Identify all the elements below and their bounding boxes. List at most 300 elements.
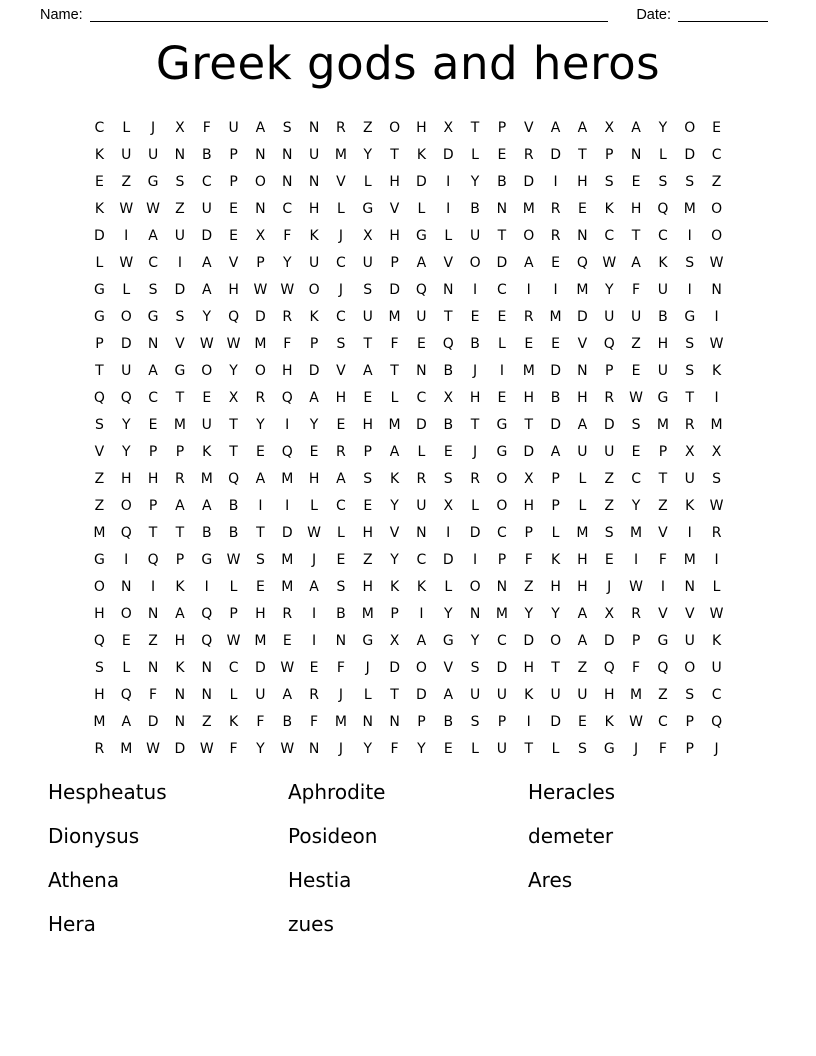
grid-letter: H	[416, 119, 427, 136]
grid-letter: W	[709, 254, 724, 271]
word-list-column	[288, 780, 528, 956]
grid-letter: L	[417, 200, 426, 217]
header	[0, 0, 816, 24]
grid-letter: N	[201, 686, 212, 703]
grid-letter: U	[121, 362, 132, 379]
grid-letter: F	[390, 335, 399, 352]
grid-letter: C	[604, 227, 615, 244]
word-list-item: Hespheatus	[48, 780, 167, 804]
grid-letter: S	[685, 254, 695, 271]
grid-letter: S	[604, 524, 614, 541]
grid-letter: U	[255, 686, 266, 703]
grid-letter: T	[175, 524, 185, 541]
grid-letter: I	[634, 551, 639, 568]
grid-letter: Z	[658, 497, 668, 514]
grid-letter: S	[363, 281, 373, 298]
grid-letter: X	[443, 389, 454, 406]
grid-letter: P	[148, 443, 158, 460]
grid-letter: S	[282, 119, 292, 136]
grid-letter: N	[147, 659, 159, 676]
grid-letter: N	[496, 200, 508, 217]
grid-letter: S	[363, 470, 373, 487]
grid-letter: L	[310, 497, 318, 514]
grid-letter: S	[470, 713, 480, 730]
grid-letter: Q	[120, 389, 132, 406]
grid-letter: E	[443, 443, 453, 460]
grid-letter: J	[473, 443, 478, 460]
grid-letter: D	[308, 362, 320, 379]
grid-letter: H	[550, 578, 561, 595]
grid-letter: V	[443, 659, 454, 676]
grid-letter: H	[120, 470, 132, 487]
grid-letter: S	[685, 335, 695, 352]
grid-letter: N	[416, 524, 427, 541]
grid-letter: M	[334, 713, 347, 730]
grid-letter: R	[631, 605, 641, 622]
grid-letter: U	[496, 740, 508, 757]
grid-letter: L	[578, 497, 587, 514]
word-list-item: zues	[288, 912, 334, 936]
grid-letter: G	[147, 308, 159, 325]
grid-letter: Y	[363, 146, 373, 163]
grid-letter: P	[95, 335, 104, 352]
grid-letter: J	[714, 740, 719, 757]
grid-letter: M	[173, 416, 186, 433]
grid-letter: Z	[604, 497, 615, 514]
name-blank-line	[90, 8, 609, 22]
grid-letter: Q	[576, 254, 588, 271]
grid-letter: I	[660, 578, 665, 595]
grid-letter: Q	[228, 470, 240, 487]
grid-letter: R	[336, 443, 346, 460]
grid-letter: K	[416, 578, 426, 595]
grid-letter: Z	[201, 713, 212, 730]
grid-letter: Q	[281, 443, 293, 460]
grid-letter: N	[121, 578, 132, 595]
grid-letter: D	[550, 416, 561, 433]
grid-letter: K	[550, 551, 561, 568]
grid-letter: Y	[390, 551, 399, 568]
grid-letter: C	[201, 173, 212, 190]
grid-letter: Y	[309, 416, 319, 433]
grid-letter: I	[714, 389, 719, 406]
grid-letter: L	[551, 740, 560, 757]
grid-letter: E	[363, 389, 373, 406]
grid-letter: F	[229, 740, 238, 757]
grid-letter: R	[604, 389, 615, 406]
grid-letter: K	[228, 713, 239, 730]
word-list-item: Athena	[48, 868, 120, 892]
grid-letter: O	[711, 200, 723, 217]
grid-letter: M	[576, 524, 589, 541]
grid-letter: L	[363, 173, 372, 190]
grid-letter: W	[629, 578, 643, 595]
grid-letter: K	[389, 578, 400, 595]
grid-letter: R	[282, 605, 293, 622]
grid-letter: K	[202, 443, 212, 460]
grid-letter: A	[201, 281, 212, 298]
grid-letter: K	[604, 713, 614, 730]
grid-letter: J	[607, 578, 612, 595]
grid-letter: B	[282, 713, 293, 730]
grid-letter: U	[228, 119, 239, 136]
grid-letter: I	[473, 551, 478, 568]
grid-letter: P	[229, 146, 238, 163]
grid-letter: A	[631, 254, 641, 271]
grid-letter: R	[282, 308, 293, 325]
grid-letter: M	[281, 578, 294, 595]
grid-letter: M	[683, 551, 696, 568]
grid-letter: I	[151, 578, 156, 595]
grid-letter: E	[577, 200, 587, 217]
grid-letter: X	[389, 632, 400, 649]
grid-letter: T	[524, 416, 534, 433]
grid-letter: P	[685, 713, 694, 730]
grid-letter: E	[282, 632, 292, 649]
grid-letter: E	[631, 173, 641, 190]
grid-letter: H	[603, 686, 615, 703]
grid-letter: T	[578, 146, 587, 163]
grid-letter: Y	[282, 254, 292, 271]
date-label: Date:	[636, 7, 671, 23]
grid-letter: F	[283, 335, 292, 352]
grid-letter: X	[684, 443, 695, 460]
grid-letter: D	[174, 281, 186, 298]
grid-letter: Q	[657, 659, 669, 676]
grid-letter: B	[228, 497, 239, 514]
grid-letter: U	[496, 686, 508, 703]
grid-letter: D	[550, 362, 561, 379]
grid-letter: L	[390, 389, 399, 406]
grid-letter: P	[658, 443, 668, 460]
grid-letter: T	[229, 443, 238, 460]
grid-letter: D	[416, 686, 427, 703]
grid-letter: G	[496, 443, 508, 460]
grid-letter: X	[604, 605, 615, 622]
grid-letter: G	[93, 551, 105, 568]
grid-letter: M	[656, 416, 669, 433]
grid-letter: P	[524, 524, 533, 541]
grid-letter: C	[336, 497, 346, 514]
grid-letter: D	[174, 740, 186, 757]
grid-letter: Q	[281, 389, 293, 406]
grid-letter: C	[631, 470, 641, 487]
grid-letter: E	[148, 416, 158, 433]
grid-letter: D	[120, 335, 132, 352]
grid-letter: E	[470, 308, 480, 325]
grid-letter: G	[442, 632, 454, 649]
grid-letter: J	[338, 740, 343, 757]
grid-letter: M	[710, 416, 723, 433]
grid-letter: M	[334, 146, 347, 163]
word-list-item: Posideon	[288, 824, 378, 848]
grid-letter: K	[175, 578, 185, 595]
grid-letter: U	[201, 416, 212, 433]
grid-letter: N	[255, 200, 266, 217]
grid-letter: K	[416, 146, 426, 163]
grid-letter: B	[443, 362, 454, 379]
grid-letter: R	[255, 389, 266, 406]
grid-letter: Y	[229, 362, 238, 379]
grid-letter: S	[148, 281, 158, 298]
grid-letter: N	[255, 146, 266, 163]
grid-letter: L	[229, 578, 238, 595]
grid-letter: N	[684, 578, 695, 595]
grid-letter: H	[94, 605, 105, 622]
grid-letter: A	[577, 119, 588, 136]
grid-letter: D	[603, 416, 615, 433]
grid-letter: C	[497, 632, 507, 649]
grid-letter: D	[416, 173, 427, 190]
grid-letter: Z	[94, 497, 105, 514]
grid-letter: G	[415, 227, 427, 244]
grid-letter: O	[684, 119, 696, 136]
grid-letter: N	[362, 713, 373, 730]
grid-letter: Y	[604, 281, 614, 298]
grid-letter: S	[336, 335, 346, 352]
grid-letter: M	[281, 470, 294, 487]
grid-letter: M	[200, 470, 213, 487]
grid-letter: Y	[417, 740, 426, 757]
grid-letter: O	[308, 281, 320, 298]
grid-letter: K	[309, 227, 319, 244]
grid-letter: A	[550, 119, 561, 136]
grid-letter: M	[683, 200, 696, 217]
grid-letter: D	[496, 659, 508, 676]
grid-letter: Y	[256, 740, 265, 757]
grid-letter: B	[443, 713, 454, 730]
grid-letter: Q	[93, 632, 105, 649]
grid-letter: B	[550, 389, 561, 406]
grid-letter: E	[363, 497, 373, 514]
grid-letter: A	[577, 632, 588, 649]
grid-letter: R	[550, 200, 561, 217]
grid-letter: B	[336, 605, 346, 622]
page-title: Greek gods and heros	[155, 37, 661, 90]
grid-letter: A	[282, 686, 293, 703]
grid-letter: A	[416, 254, 427, 271]
grid-letter: E	[524, 335, 534, 352]
grid-letter: F	[283, 227, 292, 244]
grid-letter: T	[390, 362, 399, 379]
grid-letter: Z	[658, 686, 668, 703]
grid-letter: Y	[256, 416, 265, 433]
grid-letter: R	[711, 524, 722, 541]
grid-letter: X	[523, 470, 534, 487]
grid-letter: H	[389, 173, 400, 190]
grid-letter: J	[634, 740, 639, 757]
grid-letter: D	[603, 632, 615, 649]
grid-letter: T	[229, 416, 238, 433]
grid-letter: Z	[523, 578, 534, 595]
grid-letter: G	[147, 173, 159, 190]
grid-letter: B	[658, 308, 668, 325]
grid-letter: M	[549, 308, 562, 325]
grid-letter: M	[120, 740, 133, 757]
grid-letter: P	[497, 119, 507, 136]
grid-letter: I	[714, 551, 719, 568]
grid-letter: S	[604, 173, 614, 190]
grid-letter: W	[709, 497, 724, 514]
grid-letter: X	[443, 119, 454, 136]
grid-letter: P	[175, 443, 185, 460]
grid-letter: U	[684, 470, 695, 487]
grid-letter: R	[470, 470, 480, 487]
grid-letter: I	[687, 281, 692, 298]
grid-letter: I	[312, 632, 317, 649]
grid-letter: U	[121, 146, 132, 163]
grid-letter: N	[308, 173, 320, 190]
grid-letter: P	[229, 605, 238, 622]
grid-letter: U	[308, 254, 320, 271]
grid-letter: E	[631, 443, 641, 460]
grid-letter: H	[469, 389, 481, 406]
word-list-item: Hera	[48, 912, 96, 936]
grid-letter: Z	[362, 119, 373, 136]
grid-letter: U	[147, 146, 159, 163]
grid-letter: Z	[711, 173, 722, 190]
grid-letter: Z	[577, 659, 588, 676]
grid-letter: Y	[470, 173, 480, 190]
grid-letter: H	[308, 200, 320, 217]
grid-letter: F	[336, 659, 345, 676]
grid-letter: A	[255, 119, 266, 136]
grid-letter: H	[389, 227, 400, 244]
grid-letter: P	[497, 713, 507, 730]
grid-letter: I	[714, 308, 719, 325]
grid-letter: D	[523, 173, 535, 190]
grid-letter: T	[631, 227, 641, 244]
grid-letter: A	[121, 713, 132, 730]
grid-letter: E	[229, 227, 238, 244]
grid-letter: N	[282, 173, 293, 190]
grid-letter: D	[389, 281, 400, 298]
grid-letter: B	[470, 200, 480, 217]
grid-letter: M	[522, 200, 535, 217]
grid-letter: W	[709, 335, 724, 352]
grid-letter: T	[551, 659, 560, 676]
grid-letter: Y	[121, 443, 131, 460]
grid-letter: N	[577, 362, 588, 379]
grid-letter: U	[577, 443, 588, 460]
grid-letter: L	[444, 578, 453, 595]
grid-letter: S	[470, 659, 480, 676]
grid-letter: K	[175, 659, 185, 676]
grid-letter: W	[199, 335, 214, 352]
name-label: Name:	[40, 7, 83, 23]
grid-letter: H	[174, 632, 186, 649]
grid-letter: K	[309, 308, 319, 325]
grid-letter: C	[497, 524, 507, 541]
grid-letter: T	[390, 686, 399, 703]
grid-letter: U	[711, 659, 722, 676]
grid-letter: Y	[470, 632, 480, 649]
grid-letter: R	[175, 470, 185, 487]
grid-letter: E	[255, 443, 265, 460]
grid-letter: Q	[120, 524, 132, 541]
grid-letter: K	[94, 200, 104, 217]
grid-letter: N	[389, 713, 400, 730]
grid-letter: N	[201, 659, 212, 676]
grid-letter: A	[336, 470, 346, 487]
grid-letter: O	[684, 659, 696, 676]
word-list-item: Hestia	[288, 868, 352, 892]
grid-letter: N	[630, 146, 642, 163]
grid-letter: T	[497, 227, 507, 244]
grid-letter: G	[93, 308, 105, 325]
grid-letter: W	[280, 281, 295, 298]
grid-letter: A	[550, 443, 561, 460]
grid-letter: B	[201, 524, 212, 541]
grid-letter: X	[604, 119, 615, 136]
grid-letter: H	[362, 524, 373, 541]
grid-letter: E	[309, 659, 319, 676]
grid-letter: J	[312, 551, 317, 568]
grid-letter: W	[226, 551, 241, 568]
grid-letter: U	[550, 686, 561, 703]
grid-letter: E	[712, 119, 721, 136]
grid-letter: I	[285, 416, 290, 433]
grid-letter: N	[577, 227, 588, 244]
grid-letter: W	[307, 524, 321, 541]
grid-letter: X	[228, 389, 239, 406]
grid-letter: H	[255, 605, 266, 622]
grid-letter: H	[94, 686, 105, 703]
grid-letter: V	[336, 173, 346, 190]
grid-letter: K	[685, 497, 695, 514]
grid-letter: P	[229, 173, 238, 190]
grid-letter: O	[469, 578, 481, 595]
grid-letter: J	[151, 119, 156, 136]
grid-letter: U	[684, 632, 695, 649]
grid-letter: E	[202, 389, 212, 406]
grid-letter: L	[659, 146, 667, 163]
grid-letter: G	[684, 308, 696, 325]
grid-letter: D	[442, 146, 454, 163]
word-list-item: Aphrodite	[288, 780, 386, 804]
grid-letter: U	[201, 200, 212, 217]
grid-letter: Y	[390, 497, 399, 514]
grid-letter: F	[632, 281, 641, 298]
grid-letter: P	[309, 335, 319, 352]
grid-letter: O	[496, 497, 508, 514]
grid-letter: I	[177, 254, 182, 271]
grid-letter: Q	[201, 632, 213, 649]
grid-letter: I	[419, 605, 424, 622]
grid-letter: L	[95, 254, 104, 271]
grid-letter: M	[388, 308, 401, 325]
grid-letter: F	[632, 659, 641, 676]
grid-letter: W	[119, 200, 134, 217]
grid-letter: T	[443, 308, 453, 325]
grid-letter: Q	[201, 605, 213, 622]
grid-letter: P	[605, 146, 614, 163]
grid-letter: L	[551, 524, 560, 541]
grid-letter: N	[147, 605, 159, 622]
grid-letter: G	[93, 281, 105, 298]
grid-letter: O	[389, 119, 401, 136]
grid-letter: N	[469, 605, 481, 622]
grid-letter: K	[711, 632, 722, 649]
grid-letter: Q	[228, 308, 240, 325]
grid-letter: E	[336, 551, 346, 568]
grid-letter: E	[443, 740, 453, 757]
grid-letter: P	[631, 632, 641, 649]
grid-letter: E	[255, 578, 265, 595]
grid-letter: F	[658, 551, 667, 568]
grid-letter: H	[523, 659, 534, 676]
grid-letter: C	[658, 713, 668, 730]
